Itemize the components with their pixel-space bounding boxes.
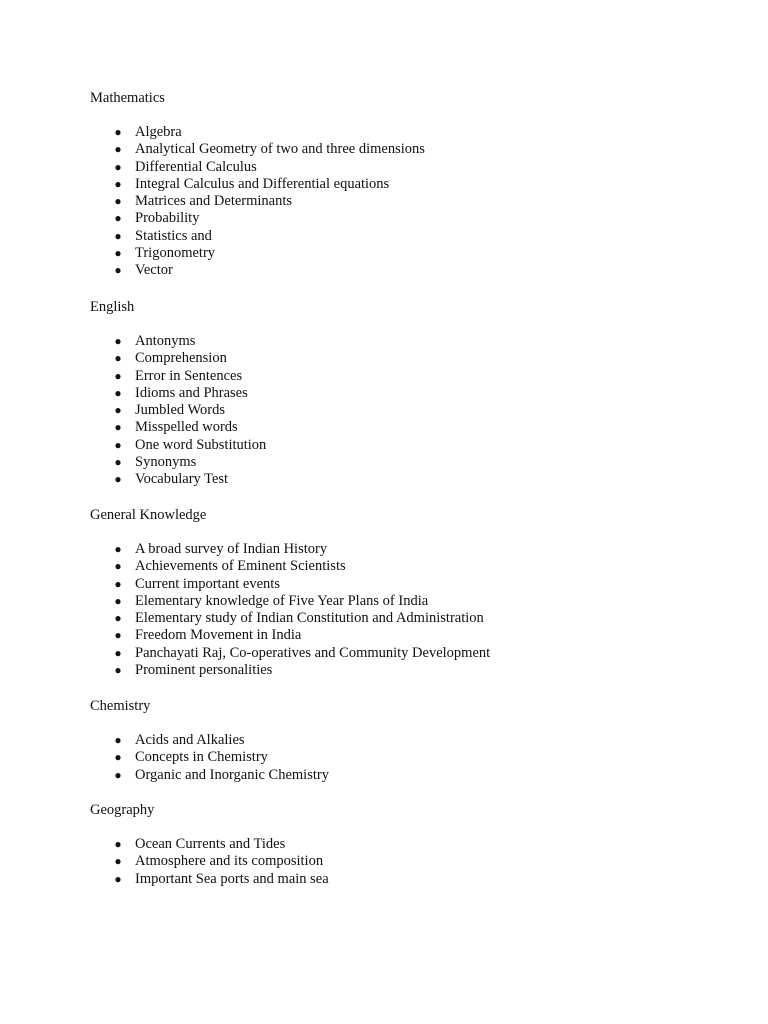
list-item-label: Differential Calculus (135, 158, 257, 175)
list-item-label: Ocean Currents and Tides (135, 836, 286, 852)
bullet-icon: ● (114, 559, 122, 574)
bullet-icon: ● (114, 263, 122, 278)
list-item (90, 645, 730, 662)
list-item (90, 262, 730, 279)
list-item (90, 593, 730, 610)
list-item (90, 454, 730, 471)
list-item-label: Matrices and Determinants (135, 193, 293, 210)
bullet-icon: ● (114, 455, 122, 470)
list-item-label: Antonyms (135, 333, 196, 349)
list-item (90, 141, 730, 158)
bullet-icon: ● (114, 542, 122, 556)
topic-list (90, 333, 730, 489)
list-item-label: One word Substitution (135, 436, 267, 453)
bullet-icon: ● (114, 593, 122, 608)
section-geography (90, 802, 730, 888)
list-item (90, 627, 730, 644)
bullet-icon: ● (114, 142, 122, 157)
list-item (90, 124, 730, 141)
list-item-label: Current important events (135, 575, 280, 592)
list-item-label: Important Sea ports and main sea (135, 870, 329, 887)
bullet-icon: ● (114, 472, 122, 487)
list-item-label: Statistics and (135, 227, 212, 244)
section-title: Chemistry (90, 698, 151, 714)
list-item (90, 541, 730, 558)
list-item (90, 385, 730, 402)
list-item-label: A broad survey of Indian History (135, 541, 328, 557)
list-item-label: Idioms and Phrases (135, 384, 248, 401)
bullet-icon: ● (114, 159, 122, 174)
list-item-label: Integral Calculus and Differential equations (135, 175, 390, 192)
section-chemistry (90, 698, 730, 784)
list-item (90, 333, 730, 350)
bullet-icon: ● (114, 733, 122, 747)
list-item-label: Atmosphere and its composition (135, 853, 324, 870)
list-item-label: Freedom Movement in India (135, 627, 302, 644)
list-item (90, 228, 730, 245)
bullet-icon: ● (114, 125, 122, 139)
list-item (90, 368, 730, 385)
bullet-icon: ● (114, 420, 122, 435)
bullet-icon: ● (114, 645, 122, 660)
list-item-label: Elementary study of Indian Constitution and Administration (135, 610, 484, 627)
list-item (90, 749, 730, 766)
list-item (90, 193, 730, 210)
bullet-icon: ● (114, 750, 122, 765)
section-title: English (90, 299, 135, 315)
list-item-label: Prominent personalities (135, 662, 273, 679)
list-item (90, 610, 730, 627)
list-item (90, 558, 730, 575)
list-item-label: Error in Sentences (135, 367, 243, 384)
bullet-icon: ● (114, 194, 122, 209)
list-item (90, 245, 730, 262)
section-english (90, 299, 730, 489)
list-item (90, 732, 730, 749)
list-item-label: Concepts in Chemistry (135, 749, 268, 766)
list-item-label: Vocabulary Test (135, 471, 229, 488)
list-item (90, 853, 730, 870)
list-item (90, 437, 730, 454)
bullet-icon: ● (114, 211, 122, 226)
list-item-label: Analytical Geometry of two and three dimensions (135, 141, 425, 158)
list-item (90, 350, 730, 367)
bullet-icon: ● (114, 767, 122, 782)
list-item (90, 402, 730, 419)
bullet-icon: ● (114, 351, 122, 366)
list-item-label: Trigonometry (135, 245, 216, 262)
bullet-icon: ● (114, 368, 122, 383)
list-item-label: Vector (135, 262, 173, 279)
section-title: General Knowledge (90, 507, 207, 523)
list-item-label: Comprehension (135, 350, 227, 367)
topic-list (90, 836, 730, 888)
list-item-label: Acids and Alkalies (135, 732, 245, 748)
list-item-label: Panchayati Raj, Co-operatives and Community Development (135, 644, 491, 661)
list-item-label: Achievements of Eminent Scientists (135, 558, 346, 575)
bullet-icon: ● (114, 611, 122, 626)
bullet-icon: ● (114, 854, 122, 869)
section-mathematics (90, 90, 730, 280)
bullet-icon: ● (114, 576, 122, 591)
list-item-label: Probability (135, 210, 200, 227)
bullet-icon: ● (114, 228, 122, 243)
list-item-label: Misspelled words (135, 419, 238, 436)
topic-list (90, 541, 730, 679)
bullet-icon: ● (114, 334, 122, 348)
bullet-icon: ● (114, 837, 122, 851)
list-item (90, 159, 730, 176)
list-item (90, 836, 730, 853)
section-title: Geography (90, 802, 155, 818)
list-item-label: Organic and Inorganic Chemistry (135, 766, 329, 783)
list-item (90, 576, 730, 593)
topic-list (90, 124, 730, 280)
topic-list (90, 732, 730, 784)
bullet-icon: ● (114, 437, 122, 452)
bullet-icon: ● (114, 403, 122, 418)
list-item-label: Synonyms (135, 454, 197, 471)
bullet-icon: ● (114, 628, 122, 643)
section-general-knowledge (90, 507, 730, 679)
list-item (90, 767, 730, 784)
list-item-label: Algebra (135, 124, 182, 140)
list-item (90, 471, 730, 488)
bullet-icon: ● (114, 176, 122, 191)
list-item (90, 662, 730, 679)
section-title: Mathematics (90, 90, 165, 106)
bullet-icon: ● (114, 385, 122, 400)
bullet-icon: ● (114, 663, 122, 678)
list-item-label: Jumbled Words (135, 402, 225, 419)
bullet-icon: ● (114, 246, 122, 261)
list-item (90, 210, 730, 227)
list-item-label: Elementary knowledge of Five Year Plans of India (135, 592, 429, 609)
bullet-icon: ● (114, 871, 122, 886)
list-item (90, 176, 730, 193)
list-item (90, 419, 730, 436)
list-item (90, 871, 730, 888)
